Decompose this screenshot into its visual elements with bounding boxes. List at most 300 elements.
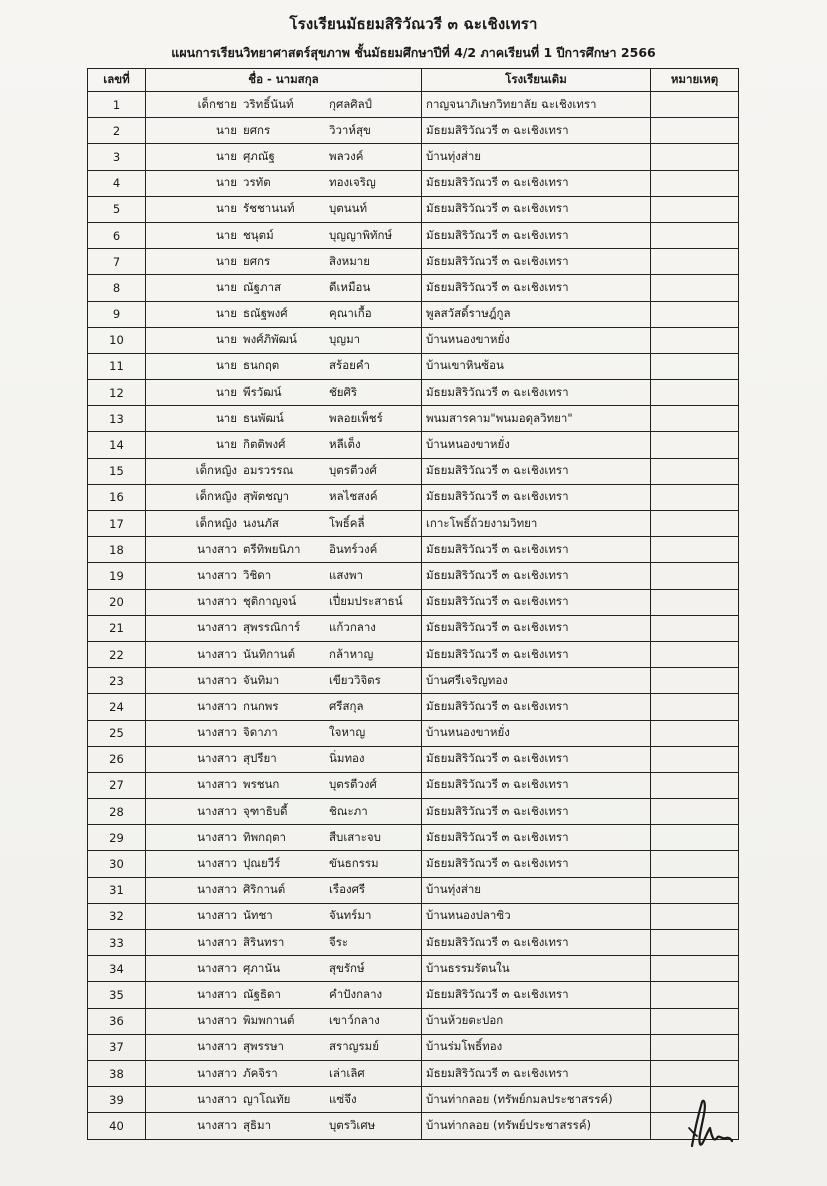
- name-prefix: นางสาว: [197, 751, 237, 766]
- first-name: ศุภานัน: [243, 960, 281, 975]
- name-prefix: นางสาว: [197, 698, 237, 713]
- first-name: นันทิกานต์: [243, 646, 296, 661]
- previous-school: พนมสารคาม"พนมอดุลวิทยา": [422, 406, 651, 432]
- table-row: [88, 1034, 739, 1060]
- table-row: [88, 930, 739, 956]
- row-number: 11: [88, 353, 146, 379]
- last-name: ทองเจริญ: [329, 175, 376, 190]
- student-name-cell: [146, 772, 422, 798]
- first-name: อมรวรรณ: [243, 463, 294, 478]
- name-prefix: นาย: [215, 306, 237, 321]
- student-name-cell: [146, 694, 422, 720]
- last-name: บุตรตีวงศ์: [329, 463, 377, 478]
- row-number: 6: [88, 222, 146, 248]
- row-number: 9: [88, 301, 146, 327]
- student-name-cell: [146, 668, 422, 694]
- row-number: 32: [88, 903, 146, 929]
- table-row: [88, 825, 739, 851]
- first-name: ยศกร: [243, 253, 271, 268]
- row-number: 40: [88, 1113, 146, 1139]
- row-number: 16: [88, 484, 146, 510]
- table-row: [88, 144, 739, 170]
- last-name: สืบเสาะจบ: [329, 829, 381, 844]
- first-name: สุธิมา: [243, 1117, 272, 1132]
- note-cell: [651, 851, 739, 877]
- row-number: 38: [88, 1060, 146, 1086]
- student-name-cell: [146, 537, 422, 563]
- name-prefix: นางสาว: [197, 934, 237, 949]
- name-prefix: นาย: [215, 253, 237, 268]
- note-cell: [651, 537, 739, 563]
- last-name: ใจหาญ: [329, 725, 366, 740]
- name-prefix: นางสาว: [197, 960, 237, 975]
- note-cell: [651, 615, 739, 641]
- note-cell: [651, 668, 739, 694]
- note-cell: [651, 903, 739, 929]
- previous-school: มัธยมสิริวัณวรี ๓ ฉะเชิงเทรา: [422, 615, 651, 641]
- note-cell: [651, 406, 739, 432]
- previous-school: บ้านธรรมรัตนใน: [422, 956, 651, 982]
- row-number: 31: [88, 877, 146, 903]
- last-name: แซ่จึง: [329, 1091, 357, 1106]
- note-cell: [651, 275, 739, 301]
- note-cell: [651, 982, 739, 1008]
- previous-school: มัธยมสิริวัณวรี ๓ ฉะเชิงเทรา: [422, 982, 651, 1008]
- first-name: ธนพัฒน์: [243, 410, 284, 425]
- row-number: 28: [88, 799, 146, 825]
- table-row: [88, 877, 739, 903]
- table-row: [88, 641, 739, 667]
- table-row: [88, 196, 739, 222]
- name-prefix: เด็กหญิง: [195, 463, 237, 478]
- note-cell: [651, 1034, 739, 1060]
- row-number: 21: [88, 615, 146, 641]
- note-cell: [651, 1060, 739, 1086]
- table-row: [88, 563, 739, 589]
- last-name: เปี่ยมประสาธน์: [329, 594, 403, 609]
- student-name-cell: [146, 799, 422, 825]
- first-name: ญาโณทัย: [243, 1091, 291, 1106]
- first-name: กนกพร: [243, 698, 279, 713]
- previous-school: บ้านหนองขาหยั่ง: [422, 432, 651, 458]
- first-name: กิตติพงศ์: [243, 437, 286, 452]
- previous-school: บ้านเขาหินซ้อน: [422, 353, 651, 379]
- first-name: รัชชานนท์: [243, 201, 295, 216]
- name-prefix: นางสาว: [197, 803, 237, 818]
- note-cell: [651, 694, 739, 720]
- name-prefix: นางสาว: [197, 1013, 237, 1028]
- handwritten-signature-icon: [686, 1094, 734, 1152]
- name-prefix: เด็กหญิง: [195, 515, 237, 530]
- name-prefix: นาย: [215, 148, 237, 163]
- note-cell: [651, 432, 739, 458]
- note-cell: [651, 301, 739, 327]
- last-name: ศรีสกุล: [329, 698, 364, 713]
- first-name: ภัคจิรา: [243, 1065, 278, 1080]
- note-cell: [651, 589, 739, 615]
- last-name: กล้าหาญ: [329, 646, 374, 661]
- row-number: 30: [88, 851, 146, 877]
- last-name: จีระ: [329, 934, 349, 949]
- name-prefix: นาย: [215, 122, 237, 137]
- student-name-cell: [146, 301, 422, 327]
- row-number: 37: [88, 1034, 146, 1060]
- name-prefix: นางสาว: [197, 646, 237, 661]
- student-name-cell: [146, 222, 422, 248]
- note-cell: [651, 327, 739, 353]
- row-number: 33: [88, 930, 146, 956]
- previous-school: มัธยมสิริวัณวรี ๓ ฉะเชิงเทรา: [422, 1060, 651, 1086]
- student-name-cell: [146, 589, 422, 615]
- name-prefix: นางสาว: [197, 908, 237, 923]
- row-number: 4: [88, 170, 146, 196]
- name-prefix: นางสาว: [197, 1065, 237, 1080]
- name-prefix: นางสาว: [197, 856, 237, 871]
- note-cell: [651, 170, 739, 196]
- previous-school: บ้านหนองขาหยั่ง: [422, 327, 651, 353]
- student-name-cell: [146, 746, 422, 772]
- previous-school: มัธยมสิริวัณวรี ๓ ฉะเชิงเทรา: [422, 275, 651, 301]
- last-name: แก้วกลาง: [329, 620, 376, 635]
- student-name-cell: [146, 249, 422, 275]
- first-name: สุพัตชญา: [243, 489, 290, 504]
- first-name: สิรินทรา: [243, 934, 285, 949]
- first-name: นงนภัส: [243, 515, 279, 530]
- first-name: จิดาภา: [243, 725, 278, 740]
- row-number: 34: [88, 956, 146, 982]
- previous-school: บ้านทุ่งส่าย: [422, 144, 651, 170]
- note-cell: [651, 92, 739, 118]
- column-header-school: โรงเรียนเดิม: [422, 69, 651, 92]
- row-number: 14: [88, 432, 146, 458]
- table-row: [88, 746, 739, 772]
- row-number: 22: [88, 641, 146, 667]
- previous-school: กาญจนาภิเษกวิทยาลัย ฉะเชิงเทรา: [422, 92, 651, 118]
- previous-school: มัธยมสิริวัณวรี ๓ ฉะเชิงเทรา: [422, 118, 651, 144]
- name-prefix: นางสาว: [197, 567, 237, 582]
- name-prefix: นาย: [215, 279, 237, 294]
- last-name: สร้อยคำ: [329, 358, 370, 373]
- table-row: [88, 275, 739, 301]
- note-cell: [651, 196, 739, 222]
- previous-school: พูลสวัสดิ์ราษฎ์กูล: [422, 301, 651, 327]
- table-row: [88, 432, 739, 458]
- previous-school: บ้านหนองขาหยั่ง: [422, 720, 651, 746]
- table-row: [88, 511, 739, 537]
- note-cell: [651, 380, 739, 406]
- student-name-cell: [146, 275, 422, 301]
- student-name-cell: [146, 327, 422, 353]
- row-number: 1: [88, 92, 146, 118]
- first-name: วิชิดา: [243, 567, 272, 582]
- table-row: [88, 537, 739, 563]
- first-name: ยศกร: [243, 122, 271, 137]
- first-name: สุพรรณิการ์: [243, 620, 301, 635]
- note-cell: [651, 825, 739, 851]
- table-row: [88, 249, 739, 275]
- table-row: [88, 589, 739, 615]
- student-name-cell: [146, 353, 422, 379]
- student-name-cell: [146, 380, 422, 406]
- last-name: สราญรมย์: [329, 1039, 379, 1054]
- column-header-note: หมายเหตุ: [651, 69, 739, 92]
- previous-school: มัธยมสิริวัณวรี ๓ ฉะเชิงเทรา: [422, 772, 651, 798]
- row-number: 13: [88, 406, 146, 432]
- previous-school: บ้านท่ากลอย (ทรัพย์กมลประชาสรรค์): [422, 1087, 651, 1113]
- student-name-cell: [146, 144, 422, 170]
- first-name: วรทัต: [243, 175, 271, 190]
- student-name-cell: [146, 458, 422, 484]
- name-prefix: นาย: [215, 227, 237, 242]
- student-name-cell: [146, 1087, 422, 1113]
- name-prefix: นาย: [215, 332, 237, 347]
- first-name: ชนุตม์: [243, 227, 274, 242]
- name-prefix: นาย: [215, 175, 237, 190]
- student-name-cell: [146, 406, 422, 432]
- last-name: อินทร์วงค์: [329, 541, 378, 556]
- last-name: แสงพา: [329, 567, 364, 582]
- table-row: [88, 1087, 739, 1113]
- student-name-cell: [146, 641, 422, 667]
- table-body: [88, 92, 739, 1140]
- table-row: [88, 1008, 739, 1034]
- note-cell: [651, 353, 739, 379]
- previous-school: บ้านห้วยตะปอก: [422, 1008, 651, 1034]
- previous-school: บ้านศรีเจริญทอง: [422, 668, 651, 694]
- student-roster-table: [87, 68, 739, 1140]
- table-row: [88, 380, 739, 406]
- row-number: 25: [88, 720, 146, 746]
- previous-school: มัธยมสิริวัณวรี ๓ ฉะเชิงเทรา: [422, 825, 651, 851]
- previous-school: มัธยมสิริวัณวรี ๓ ฉะเชิงเทรา: [422, 484, 651, 510]
- student-name-cell: [146, 956, 422, 982]
- student-name-cell: [146, 930, 422, 956]
- student-name-cell: [146, 825, 422, 851]
- row-number: 18: [88, 537, 146, 563]
- name-prefix: นางสาว: [197, 725, 237, 740]
- first-name: พิมพกานต์: [243, 1013, 295, 1028]
- previous-school: บ้านร่มโพธิ์ทอง: [422, 1034, 651, 1060]
- last-name: หลีเต็ง: [329, 437, 361, 452]
- row-number: 24: [88, 694, 146, 720]
- note-cell: [651, 720, 739, 746]
- first-name: จันทิมา: [243, 672, 280, 687]
- last-name: เขาว์กลาง: [329, 1013, 380, 1028]
- student-name-cell: [146, 720, 422, 746]
- table-row: [88, 118, 739, 144]
- last-name: บุตนนท์: [329, 201, 368, 216]
- previous-school: มัธยมสิริวัณวรี ๓ ฉะเชิงเทรา: [422, 851, 651, 877]
- name-prefix: นาย: [215, 437, 237, 452]
- first-name: ตรีทิพยนิภา: [243, 541, 301, 556]
- last-name: จันทร์มา: [329, 908, 372, 923]
- student-name-cell: [146, 118, 422, 144]
- table-row: [88, 301, 739, 327]
- row-number: 20: [88, 589, 146, 615]
- name-prefix: นางสาว: [197, 1091, 237, 1106]
- row-number: 5: [88, 196, 146, 222]
- name-prefix: นาย: [215, 201, 237, 216]
- last-name: เขียววิจิตร: [329, 672, 381, 687]
- previous-school: มัธยมสิริวัณวรี ๓ ฉะเชิงเทรา: [422, 249, 651, 275]
- name-prefix: เด็กหญิง: [195, 489, 237, 504]
- row-number: 15: [88, 458, 146, 484]
- note-cell: [651, 877, 739, 903]
- name-prefix: นางสาว: [197, 672, 237, 687]
- row-number: 26: [88, 746, 146, 772]
- page-title: โรงเรียนมัธยมสิริวัณวรี ๓ ฉะเชิงเทรา: [289, 15, 538, 33]
- last-name: สุขรักษ์: [329, 960, 365, 975]
- first-name: ณัฐธิดา: [243, 986, 281, 1001]
- previous-school: มัธยมสิริวัณวรี ๓ ฉะเชิงเทรา: [422, 196, 651, 222]
- table-row: [88, 327, 739, 353]
- previous-school: มัธยมสิริวัณวรี ๓ ฉะเชิงเทรา: [422, 799, 651, 825]
- table-row: [88, 353, 739, 379]
- last-name: บุตรตีวงศ์: [329, 777, 377, 792]
- row-number: 2: [88, 118, 146, 144]
- student-name-cell: [146, 1034, 422, 1060]
- table-row: [88, 799, 739, 825]
- first-name: จุฑาธิบดี้: [243, 803, 288, 818]
- row-number: 17: [88, 511, 146, 537]
- previous-school: เกาะโพธิ์ถ้วยงามวิทยา: [422, 511, 651, 537]
- row-number: 35: [88, 982, 146, 1008]
- last-name: วิวาห์สุข: [329, 122, 371, 137]
- row-number: 23: [88, 668, 146, 694]
- previous-school: มัธยมสิริวัณวรี ๓ ฉะเชิงเทรา: [422, 222, 651, 248]
- note-cell: [651, 484, 739, 510]
- name-prefix: นางสาว: [197, 777, 237, 792]
- table-row: [88, 615, 739, 641]
- last-name: ขันธกรรม: [329, 856, 379, 871]
- row-number: 3: [88, 144, 146, 170]
- row-number: 29: [88, 825, 146, 851]
- previous-school: บ้านท่ากลอย (ทรัพย์ประชาสรรค์): [422, 1113, 651, 1139]
- first-name: พงศ์ภิพัฒน์: [243, 332, 297, 347]
- last-name: สิงหมาย: [329, 253, 370, 268]
- note-cell: [651, 1008, 739, 1034]
- note-cell: [651, 563, 739, 589]
- note-cell: [651, 249, 739, 275]
- student-name-cell: [146, 196, 422, 222]
- row-number: 8: [88, 275, 146, 301]
- name-prefix: นางสาว: [197, 541, 237, 556]
- first-name: ปุณยวีร์: [243, 856, 281, 871]
- student-name-cell: [146, 484, 422, 510]
- row-number: 12: [88, 380, 146, 406]
- note-cell: [651, 772, 739, 798]
- student-name-cell: [146, 1008, 422, 1034]
- student-name-cell: [146, 563, 422, 589]
- column-header-no: เลขที่: [88, 69, 146, 92]
- first-name: นัทชา: [243, 908, 273, 923]
- note-cell: [651, 511, 739, 537]
- column-header-name: ชื่อ - นามสกุล: [146, 69, 422, 92]
- previous-school: มัธยมสิริวัณวรี ๓ ฉะเชิงเทรา: [422, 170, 651, 196]
- student-name-cell: [146, 92, 422, 118]
- row-number: 10: [88, 327, 146, 353]
- last-name: คำปังกลาง: [329, 986, 383, 1001]
- student-name-cell: [146, 432, 422, 458]
- name-prefix: นาย: [215, 410, 237, 425]
- previous-school: มัธยมสิริวัณวรี ๓ ฉะเชิงเทรา: [422, 694, 651, 720]
- student-name-cell: [146, 170, 422, 196]
- row-number: 7: [88, 249, 146, 275]
- student-name-cell: [146, 877, 422, 903]
- first-name: ธนกฤต: [243, 358, 280, 373]
- table-row: [88, 668, 739, 694]
- previous-school: มัธยมสิริวัณวรี ๓ ฉะเชิงเทรา: [422, 537, 651, 563]
- note-cell: [651, 222, 739, 248]
- note-cell: [651, 930, 739, 956]
- previous-school: มัธยมสิริวัณวรี ๓ ฉะเชิงเทรา: [422, 380, 651, 406]
- table-row: [88, 1113, 739, 1139]
- first-name: พีรวัฒน์: [243, 384, 282, 399]
- note-cell: [651, 641, 739, 667]
- first-name: ธณัฐพงศ์: [243, 306, 288, 321]
- first-name: สุปรียา: [243, 751, 277, 766]
- first-name: พรชนก: [243, 777, 280, 792]
- table-row: [88, 1060, 739, 1086]
- row-number: 19: [88, 563, 146, 589]
- table-row: [88, 222, 739, 248]
- last-name: เล่าเลิศ: [329, 1065, 365, 1080]
- name-prefix: นางสาว: [197, 620, 237, 635]
- first-name: ณัฐภาส: [243, 279, 282, 294]
- last-name: ชัยศิริ: [329, 384, 358, 399]
- previous-school: มัธยมสิริวัณวรี ๓ ฉะเชิงเทรา: [422, 641, 651, 667]
- table-row: [88, 170, 739, 196]
- note-cell: [651, 458, 739, 484]
- name-prefix: นาย: [215, 358, 237, 373]
- note-cell: [651, 746, 739, 772]
- header-row: [88, 69, 739, 92]
- last-name: นิ่มทอง: [329, 751, 365, 766]
- name-prefix: นางสาว: [197, 1039, 237, 1054]
- last-name: หลไชสงค์: [329, 489, 378, 504]
- previous-school: มัธยมสิริวัณวรี ๓ ฉะเชิงเทรา: [422, 930, 651, 956]
- first-name: ศุภณัฐ: [243, 148, 275, 163]
- table-row: [88, 458, 739, 484]
- first-name: สุพรรษา: [243, 1039, 284, 1054]
- table-row: [88, 903, 739, 929]
- student-name-cell: [146, 1113, 422, 1139]
- row-number: 39: [88, 1087, 146, 1113]
- student-name-cell: [146, 851, 422, 877]
- note-cell: [651, 799, 739, 825]
- last-name: บุตรวิเศษ: [329, 1117, 376, 1132]
- table-row: [88, 484, 739, 510]
- last-name: คุณาเกื้อ: [329, 306, 372, 321]
- previous-school: บ้านทุ่งส่าย: [422, 877, 651, 903]
- last-name: บุญมา: [329, 332, 361, 347]
- row-number: 27: [88, 772, 146, 798]
- last-name: กุศลศิลป์: [329, 96, 372, 111]
- name-prefix: นาย: [215, 384, 237, 399]
- last-name: โพธิ์คลี่: [329, 515, 365, 530]
- table-row: [88, 406, 739, 432]
- note-cell: [651, 118, 739, 144]
- name-prefix: นางสาว: [197, 882, 237, 897]
- student-name-cell: [146, 1060, 422, 1086]
- name-prefix: นางสาว: [197, 829, 237, 844]
- last-name: เรืองศรี: [329, 882, 366, 897]
- note-cell: [651, 144, 739, 170]
- table-row: [88, 772, 739, 798]
- table-row: [88, 720, 739, 746]
- name-prefix: นางสาว: [197, 986, 237, 1001]
- student-name-cell: [146, 615, 422, 641]
